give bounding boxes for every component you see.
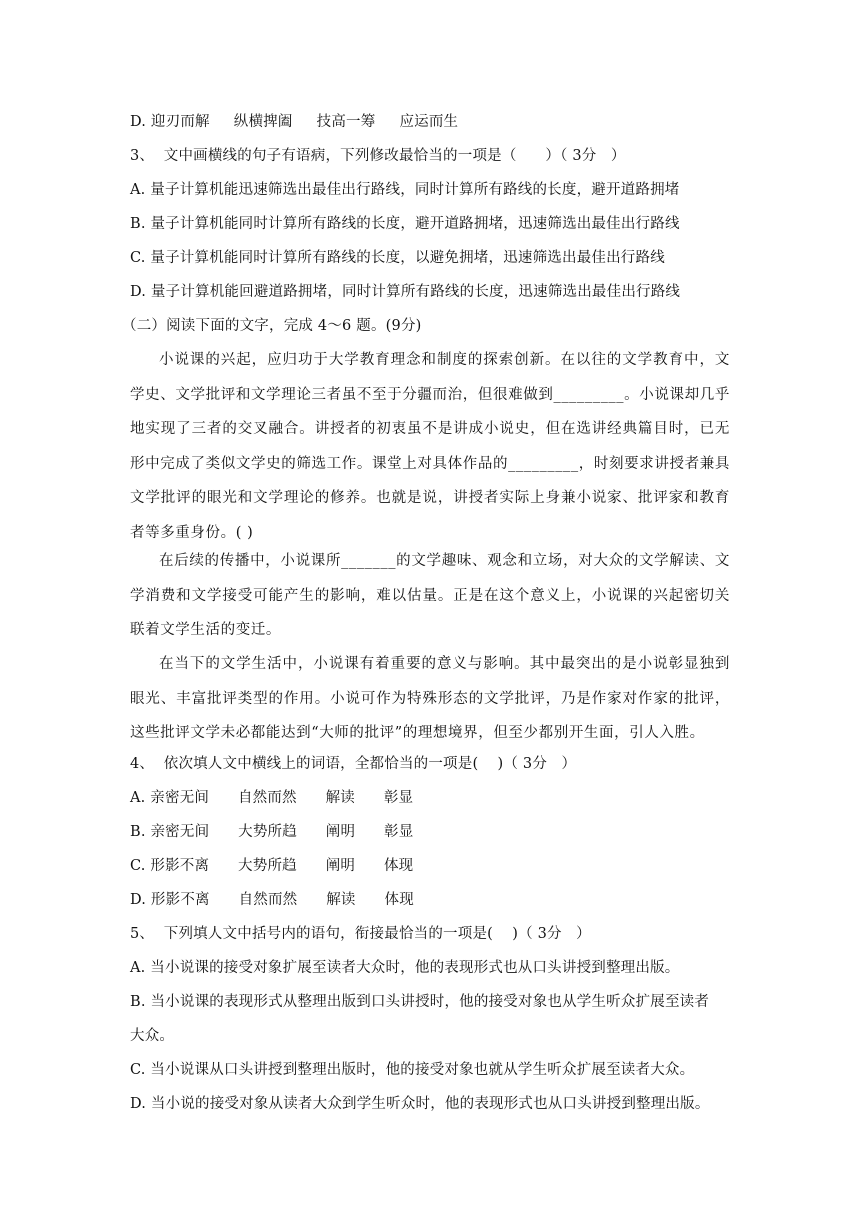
question-4-stem: 4、 依次填人文中横线上的词语，全都恰当的一项是( )（ 3分 ）: [130, 756, 577, 772]
q4-option-b: B. 亲密无间 大势所趋 阐明 彰显: [130, 824, 414, 840]
q4-option-d: D. 形影不离 自然而然 解读 体现: [130, 892, 414, 908]
q5-option-c: C. 当小说课从口头讲授到整理出版时，他的接受对象也就从学生听众扩展至读者大众。: [130, 1062, 695, 1078]
q5-option-d: D. 当小说的接受对象从读者大众到学生听众时，他的表现形式也从口头讲授到整理出版。: [130, 1096, 710, 1112]
passage-paragraph-2: 在后续的传播中，小说课所_______的文学趣味、观念和立场，对大众的文学解读、文学消费和文学接受可能产生的影响，难以估量。正是在这个意义上，小说课的兴起密切关联着文学生活的变迁。: [130, 553, 730, 638]
q4-option-a: A. 亲密无间 自然而然 解读 彰显: [130, 790, 414, 806]
section-2-heading: （二）阅读下面的文字，完成 4～6 题。(9分): [122, 318, 422, 334]
question-5-stem: 5、 下列填人文中括号内的语句，衔接最恰当的一项是( )（ 3分 ）: [130, 926, 591, 942]
q3-option-d: D. 量子计算机能回避道路拥堵，同时计算所有路线的长度，迅速筛选出最佳出行路线: [130, 284, 681, 300]
q5-option-a: A. 当小说课的接受对象扩展至读者大众时，他的表现形式也从口头讲授到整理出版。: [130, 960, 680, 976]
q3-option-b: B. 量子计算机能同时计算所有路线的长度，避开道路拥堵，迅速筛选出最佳出行路线: [130, 216, 680, 232]
q4-option-c: C. 形影不离 大势所趋 阐明 体现: [130, 858, 414, 874]
question-3-stem: 3、 文中画横线的句子有语病，下列修改最恰当的一项是（ ）（ 3分 ）: [130, 148, 626, 164]
q2-option-d: D. 迎刃而解 纵横捭阖 技高一筹 应运而生: [130, 114, 459, 130]
q5-option-b: B. 当小说课的表现形式从整理出版到口头讲授时，他的接受对象也从学生听众扩展至读者: [130, 994, 710, 1010]
passage-paragraph-1: 小说课的兴起，应归功于大学教育理念和制度的探索创新。在以往的文学教育中，文学史、文学批评和文学理论三者虽不至于分疆而治，但很难做到_________。小说课却几乎地实现了三者的交叉融合。讲授者的初衷虽不是讲成小说史，但在选讲经典篇目时，已无形中完成了类似文学史的筛选工作。课堂上对具体作品的_________，时刻要求讲授者兼具文学批评的眼光和文学理论的修养。也就是说，讲授者实际上身兼小说家、批评家和教育者等多重身份。( ): [130, 352, 730, 541]
q3-option-a: A. 量子计算机能迅速筛选出最佳出行路线，同时计算所有路线的长度，避开道路拥堵: [130, 182, 680, 198]
passage-paragraph-3: 在当下的文学生活中，小说课有着重要的意义与影响。其中最突出的是小说彰显独到眼光、丰富批评类型的作用。小说可作为特殊形态的文学批评，乃是作家对作家的批评，这些批评文学未必都能达到“大师的批评”的理想境界，但至少都别开生面，引人入胜。: [130, 656, 730, 741]
q3-option-c: C. 量子计算机能同时计算所有路线的长度，以避免拥堵，迅速筛选出最佳出行路线: [130, 250, 665, 266]
q5-option-b-continued: 大众。: [130, 1028, 175, 1044]
